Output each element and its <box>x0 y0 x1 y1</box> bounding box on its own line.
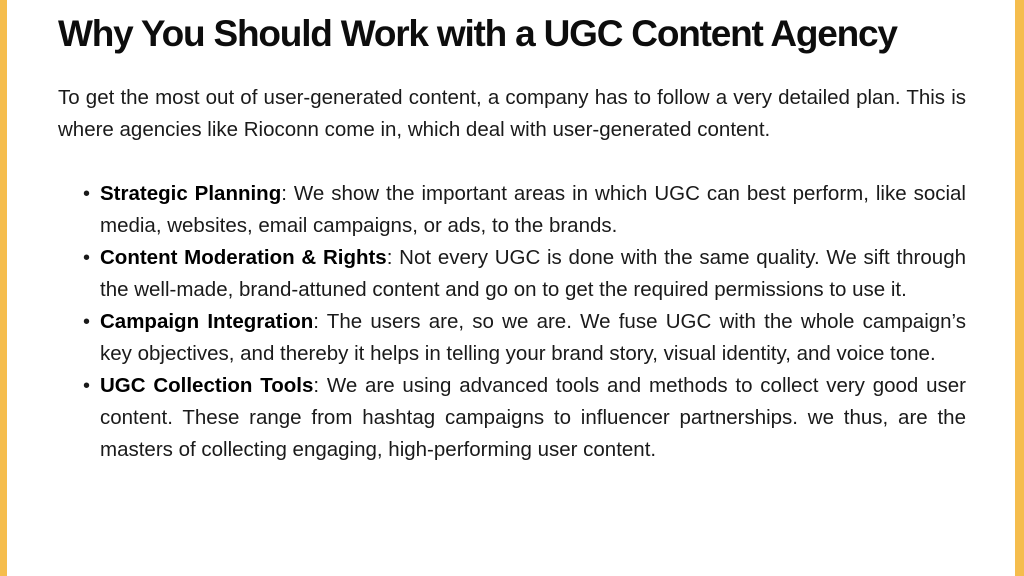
list-item-separator: : <box>386 246 393 269</box>
slide-content <box>58 12 966 466</box>
list-item-text: The users are, so we are. We fuse UGC with the whole campaign’s key objectives, and thereby it helps in telling your brand story, visual identity, and voice tone. <box>100 310 966 365</box>
list-item-campaign-integration <box>83 306 966 370</box>
list-item-content-moderation <box>83 242 966 306</box>
list-item-text: We are using advanced tools and methods to collect very good user content. These range from hashtag campaigns to influencer partnerships. we thus, are the masters of collecting engaging, high-performing user content. <box>100 374 966 461</box>
list-item-heading: Strategic Planning <box>100 182 282 205</box>
right-accent-bar <box>1015 0 1024 576</box>
left-accent-bar <box>0 0 7 576</box>
list-item-separator: : <box>313 310 319 333</box>
list-item-text: Not every UGC is done with the same quality. We sift through the well-made, brand-attuned content and go on to get the required permissions to use it. <box>100 246 966 301</box>
intro-paragraph: To get the most out of user-generated content, a company has to follow a very detailed plan. This is where agencies like Rioconn come in, which deal with user-generated content. <box>58 86 966 141</box>
bullet-icon: • <box>83 183 91 205</box>
bullet-icon: • <box>83 375 91 397</box>
list-item-strategic-planning <box>83 178 966 242</box>
list-item-text: We show the important areas in which UGC can best perform, like social media, websites, email campaigns, or ads, to the brands. <box>100 182 966 237</box>
page-title: Why You Should Work with a UGC Content Agency <box>58 13 897 54</box>
benefits-list <box>58 178 966 466</box>
list-item-separator: : <box>281 182 287 205</box>
list-item-heading: UGC Collection Tools <box>100 374 314 397</box>
list-item-ugc-collection-tools <box>83 370 966 466</box>
list-item-heading: Campaign Integration <box>100 310 314 333</box>
bullet-icon: • <box>83 311 91 333</box>
list-item-separator: : <box>313 374 320 397</box>
bullet-icon: • <box>83 247 91 269</box>
list-item-heading: Content Moderation & Rights <box>100 246 387 269</box>
